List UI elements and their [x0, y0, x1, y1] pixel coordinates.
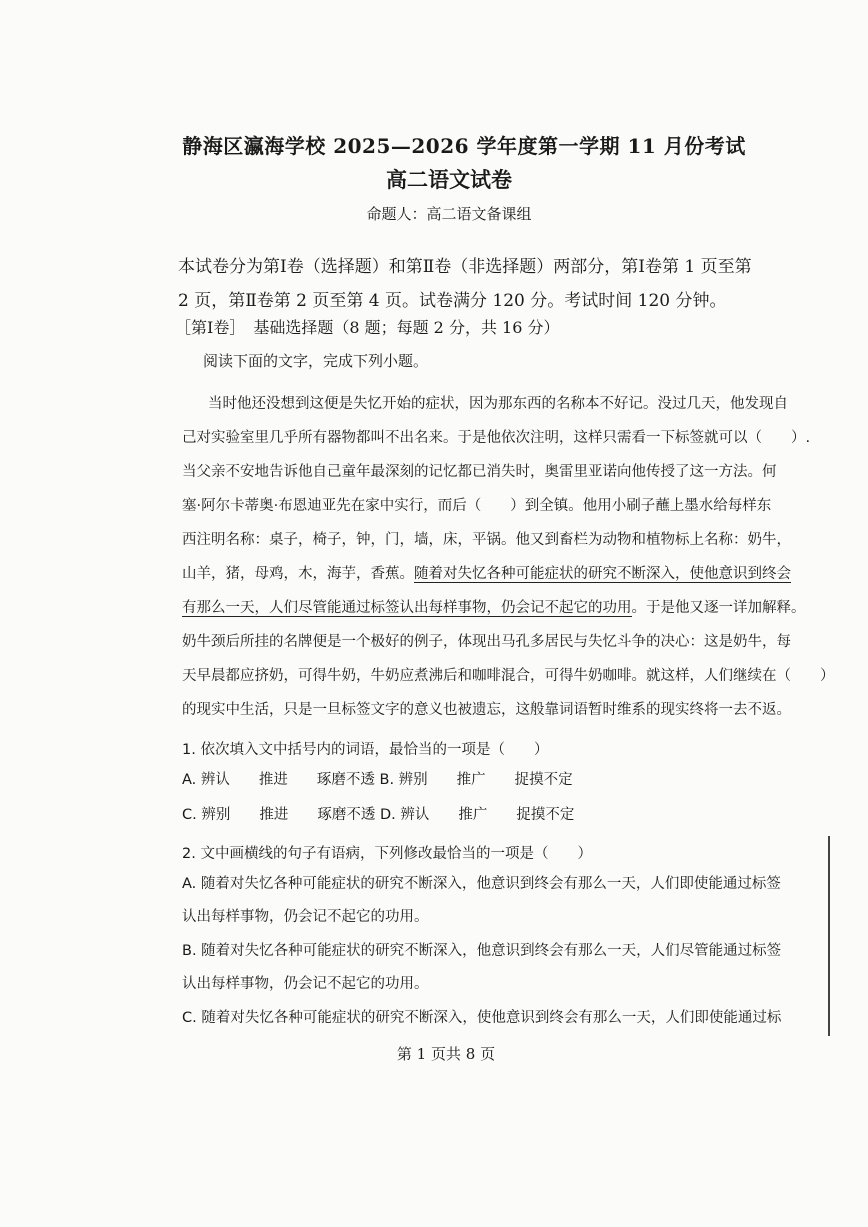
section-heading: ［第Ⅰ卷］ 基础选择题（8 题；每题 2 分，共 16 分） [175, 318, 560, 337]
question-2-stem: 2. 文中画横线的句子有语病，下列修改最恰当的一项是（ ） [182, 846, 592, 862]
passage-line [182, 562, 791, 583]
page-number: 第 1 页共 8 页 [396, 1045, 496, 1063]
question-2-option-a-cont: 认出每样事物，仍会记不起它的功用。 [182, 909, 429, 925]
question-1-option-ab: A. 辨认 推进 琢磨不透 B. 辨别 推广 捉摸不定 [182, 772, 573, 788]
question-1-option-cd: C. 辨别 推进 琢磨不透 D. 辨认 推广 捉摸不定 [182, 807, 575, 823]
question-2-option-b-cont: 认出每样事物，仍会记不起它的功用。 [182, 976, 429, 992]
passage-line: 塞·阿尔卡蒂奥·布恩迪亚先在家中实行，而后（ ）到全镇。他用小刷子蘸上墨水给每样东 [182, 498, 772, 514]
passage-text: 。于是他又逐一详加解释。 [631, 600, 806, 616]
underlined-sentence: 随着对失忆各种可能症状的研究不断深入，使他意识到终会 [414, 566, 791, 582]
exam-title: 静海区瀛海学校 2025—2026 学年度第一学期 11 月份考试 [182, 134, 746, 158]
question-2-option-a: A. 随着对失忆各种可能症状的研究不断深入，他意识到终会有那么一天，人们即使能通过标签 [182, 876, 781, 892]
question-1-stem: 1. 依次填入文中括号内的词语，最恰当的一项是（ ） [182, 742, 549, 758]
scan-edge-mark [828, 836, 830, 1036]
question-2-option-c: C. 随着对失忆各种可能症状的研究不断深入，使他意识到终会有那么一天，人们即使能通过标 [182, 1010, 782, 1026]
passage-line: 西注明名称：桌子，椅子，钟，门，墙，床，平锅。他又到畜栏为动物和植物标上名称：奶牛， [182, 532, 791, 548]
passage-line: 奶牛颈后所挂的名牌便是一个极好的例子，体现出马孔多居民与失忆斗争的决心：这是奶牛，每 [182, 634, 791, 650]
passage-line [182, 596, 806, 617]
passage-line: 天早晨都应挤奶，可得牛奶，牛奶应煮沸后和咖啡混合，可得牛奶咖啡。就这样，人们继续在（ ） [182, 668, 835, 684]
underlined-sentence: 有那么一天，人们尽管能通过标签认出每样事物，仍会记不起它的功用 [182, 600, 632, 616]
question-2-option-b: B. 随着对失忆各种可能症状的研究不断深入，他意识到终会有那么一天，人们尽管能通过标签 [182, 943, 782, 959]
passage-line: 当父亲不安地告诉他自己童年最深刻的记忆都已消失时，奥雷里亚诺向他传授了这一方法。何 [182, 464, 777, 480]
passage-line: 的现实中生活，只是一旦标签文字的意义也被遗忘，这般靠词语暂时维系的现实终将一去不返。 [182, 702, 791, 718]
passage-text: 山羊，猪，母鸡，木，海芋，香蕉。 [182, 566, 414, 582]
intro-line-1: 本试卷分为第Ⅰ卷（选择题）和第Ⅱ卷（非选择题）两部分，第Ⅰ卷第 1 页至第 [178, 257, 752, 277]
exam-subtitle: 高二语文试卷 [386, 167, 512, 192]
reading-instruction: 阅读下面的文字，完成下列小题。 [203, 352, 429, 370]
exam-author: 命题人：高二语文备课组 [366, 205, 532, 223]
intro-line-2: 2 页，第Ⅱ卷第 2 页至第 4 页。试卷满分 120 分。考试时间 120 分钟。 [178, 291, 727, 311]
passage-line: 当时他还没想到这便是失忆开始的症状，因为那东西的名称本不好记。没过几天，他发现自 [208, 396, 788, 412]
passage-line: 己对实验室里几乎所有器物都叫不出名来。于是他依次注明，这样只需看一下标签就可以（ ）. [182, 430, 811, 446]
